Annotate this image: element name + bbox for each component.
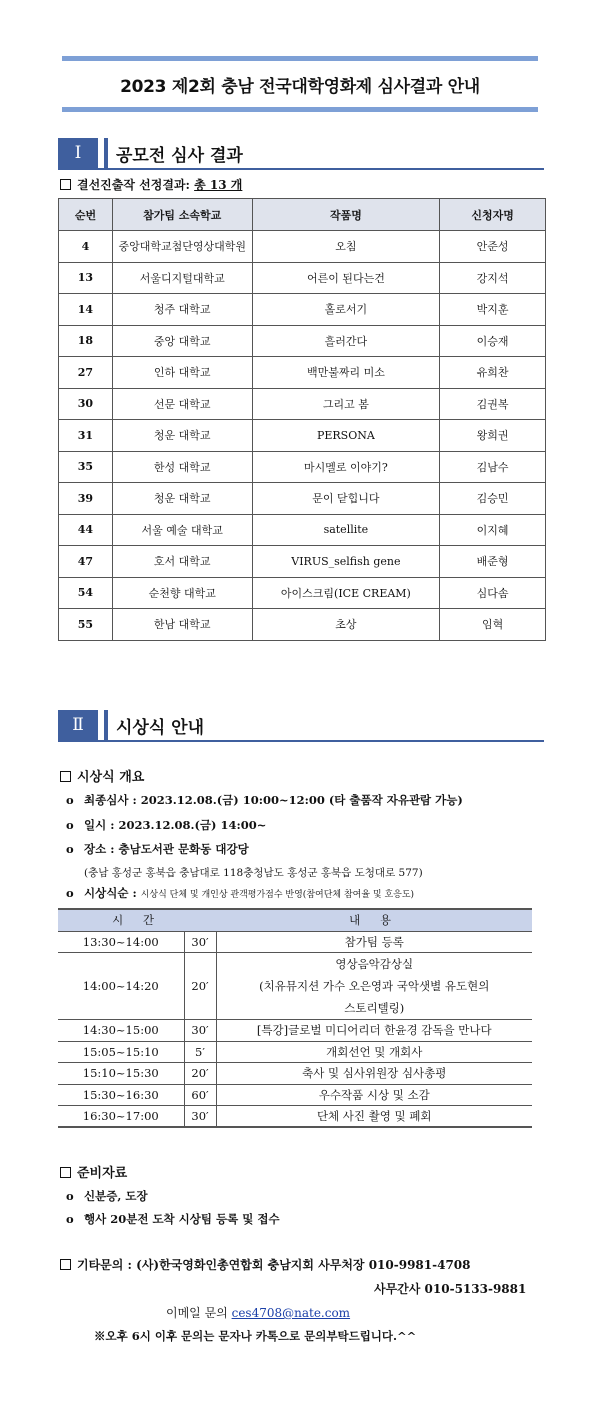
table-row (59, 451, 546, 483)
cell-school: 인하 대학교 (112, 357, 252, 389)
col-header-content: 내 용 (216, 909, 532, 931)
section1-header (58, 136, 544, 170)
section1-number: Ⅰ (58, 138, 98, 168)
cell-no: 47 (59, 546, 113, 578)
schedule-content (216, 953, 532, 1020)
checkbox-icon (60, 179, 71, 190)
cell-title: 오침 (252, 231, 440, 263)
title-bottom-bar (62, 107, 538, 112)
cell-school: 호서 대학교 (112, 546, 252, 578)
schedule-duration: 60′ (184, 1084, 216, 1106)
schedule-content-line: [특강]글로벌 미디어리더 한윤경 감독을 만나다 (256, 1023, 492, 1038)
col-header-no: 순번 (59, 199, 113, 231)
cell-title: 홀로서기 (252, 294, 440, 326)
cell-title: 그리고 봄 (252, 388, 440, 420)
cell-school: 중앙대학교첨단영상대학원 (112, 231, 252, 263)
cell-school: 서울 예술 대학교 (112, 514, 252, 546)
schedule-content-line: (치유뮤지션 가수 오은영과 국악샛별 유도현의 (259, 979, 490, 993)
schedule-time: 16:30~17:00 (58, 1106, 184, 1128)
cell-applicant: 임혁 (440, 609, 546, 641)
section1-rule (58, 168, 544, 170)
ceremony-order-item: o 시상식순 : 시상식 단체 및 개인상 관객평가점수 반영(참여단체 참여율 및 호응도) (66, 886, 415, 900)
schedule-time: 13:30~14:00 (58, 931, 184, 953)
cell-title: VIRUS_selfish gene (252, 546, 440, 578)
checkbox-icon (60, 1259, 71, 1270)
col-header-title: 작품명 (252, 199, 440, 231)
cell-title: 아이스크림(ICE CREAM) (252, 577, 440, 609)
schedule-content-line: 스토리텔링) (344, 1001, 405, 1015)
cell-school: 한성 대학교 (112, 451, 252, 483)
schedule-content-line: 우수작품 시상 및 소감 (318, 1087, 430, 1102)
section1-title: 공모전 심사 결과 (116, 145, 243, 166)
cell-applicant: 왕희권 (440, 420, 546, 452)
results-header-row (59, 199, 546, 231)
prep-item: o 신분증, 도장 (66, 1189, 148, 1203)
schedule-row (58, 931, 532, 953)
cell-applicant: 이지혜 (440, 514, 546, 546)
table-row (59, 483, 546, 515)
cell-title: 마시멜로 이야기? (252, 451, 440, 483)
table-row (59, 294, 546, 326)
contact-secretary: 사무간사 010-5133-9881 (374, 1282, 527, 1296)
schedule-content-line: 단체 사진 촬영 및 폐회 (316, 1109, 432, 1123)
final-review-item: o 최종심사 : 2023.12.08.(금) 10:00~12:00 (타 출품작 자유관람 가능) (66, 793, 463, 807)
schedule-table (58, 908, 532, 1128)
schedule-content-line: 축사 및 심사위원장 심사총평 (302, 1066, 447, 1081)
cell-title: 초상 (252, 609, 440, 641)
cell-school: 청운 대학교 (112, 420, 252, 452)
cell-applicant: 이승재 (440, 325, 546, 357)
schedule-content (216, 931, 532, 953)
cell-applicant: 박지훈 (440, 294, 546, 326)
checkbox-icon (60, 1167, 71, 1178)
schedule-time: 15:05~15:10 (58, 1041, 184, 1063)
cell-applicant: 안준성 (440, 231, 546, 263)
cell-applicant: 김남수 (440, 451, 546, 483)
schedule-row (58, 1041, 532, 1063)
prep-heading: 준비자료 (60, 1162, 127, 1181)
schedule-content (216, 1084, 532, 1106)
cell-applicant: 유희찬 (440, 357, 546, 389)
cell-school: 중앙 대학교 (112, 325, 252, 357)
cell-school: 선문 대학교 (112, 388, 252, 420)
cell-title: 어른이 된다는건 (252, 262, 440, 294)
checkbox-icon (60, 771, 71, 782)
table-row (59, 420, 546, 452)
table-row (59, 609, 546, 641)
cell-title: satellite (252, 514, 440, 546)
schedule-content-line: 참가팀 등록 (344, 934, 404, 949)
table-row (59, 262, 546, 294)
table-row (59, 577, 546, 609)
schedule-time: 14:00~14:20 (58, 953, 184, 1020)
schedule-row (58, 1020, 532, 1042)
schedule-header-row (58, 909, 532, 931)
cell-applicant: 심다솜 (440, 577, 546, 609)
cell-no: 13 (59, 262, 113, 294)
col-header-school: 참가팀 소속학교 (112, 199, 252, 231)
section2-rule (58, 740, 544, 742)
cell-no: 35 (59, 451, 113, 483)
email-line: 이메일 문의 ces4708@nate.com (166, 1306, 351, 1320)
schedule-duration: 30′ (184, 1106, 216, 1128)
cell-no: 55 (59, 609, 113, 641)
cell-title: 흘러간다 (252, 325, 440, 357)
schedule-row (58, 1063, 532, 1085)
col-header-time: 시 간 (58, 909, 216, 931)
schedule-content (216, 1106, 532, 1128)
cell-school: 청운 대학교 (112, 483, 252, 515)
schedule-duration: 20′ (184, 953, 216, 1020)
schedule-duration: 20′ (184, 1063, 216, 1085)
cell-no: 39 (59, 483, 113, 515)
cell-no: 31 (59, 420, 113, 452)
results-table (58, 198, 546, 641)
cell-applicant: 강지석 (440, 262, 546, 294)
section2-number: Ⅱ (58, 710, 98, 740)
cell-no: 44 (59, 514, 113, 546)
table-row (59, 514, 546, 546)
cell-no: 18 (59, 325, 113, 357)
document-title-box (62, 56, 538, 112)
cell-applicant: 김권복 (440, 388, 546, 420)
cell-school: 한남 대학교 (112, 609, 252, 641)
cell-school: 서울디지털대학교 (112, 262, 252, 294)
cell-school: 순천향 대학교 (112, 577, 252, 609)
schedule-content (216, 1041, 532, 1063)
cell-no: 54 (59, 577, 113, 609)
cell-no: 30 (59, 388, 113, 420)
schedule-content (216, 1020, 532, 1042)
cell-no: 14 (59, 294, 113, 326)
schedule-time: 15:30~16:30 (58, 1084, 184, 1106)
schedule-content (216, 1063, 532, 1085)
contact-line: 기타문의 : (사)한국영화인총연합회 충남지회 사무처장 010-9981-4708 (60, 1256, 471, 1273)
overview-heading: 시상식 개요 (60, 766, 144, 785)
schedule-row (58, 1084, 532, 1106)
table-row (59, 546, 546, 578)
cell-title: 백만불짜리 미소 (252, 357, 440, 389)
prep-item: o 행사 20분전 도착 시상팀 등록 및 접수 (66, 1212, 280, 1226)
summary-prefix: 결선진출작 선정결과: (77, 178, 195, 192)
schedule-duration: 5′ (184, 1041, 216, 1063)
schedule-row (58, 953, 532, 1020)
selection-summary (60, 176, 242, 193)
venue-item: o 장소 : 충남도서관 문화동 대강당 (66, 842, 249, 856)
col-header-applicant: 신청자명 (440, 199, 546, 231)
after-hours-notice: ※오후 6시 이후 문의는 문자나 카톡으로 문의부탁드립니다.^^ (94, 1329, 417, 1343)
cell-school: 청주 대학교 (112, 294, 252, 326)
cell-no: 27 (59, 357, 113, 389)
document-title: 2023 제2회 충남 전국대학영화제 심사결과 안내 (120, 76, 480, 97)
cell-applicant: 김승민 (440, 483, 546, 515)
schedule-time: 14:30~15:00 (58, 1020, 184, 1042)
table-row (59, 325, 546, 357)
schedule-time: 15:10~15:30 (58, 1063, 184, 1085)
schedule-row (58, 1106, 532, 1128)
date-item: o 일시 : 2023.12.08.(금) 14:00~ (66, 818, 267, 832)
summary-count: 총 13 개 (194, 178, 243, 192)
schedule-content-line: 영상음악감상실 (335, 957, 414, 971)
cell-applicant: 배준형 (440, 546, 546, 578)
table-row (59, 357, 546, 389)
schedule-duration: 30′ (184, 931, 216, 953)
section2-title: 시상식 안내 (116, 717, 205, 738)
venue-address: (충남 홍성군 홍북읍 충남대로 118충청남도 홍성군 홍북읍 도청대로 577) (84, 867, 423, 879)
table-row (59, 231, 546, 263)
schedule-duration: 30′ (184, 1020, 216, 1042)
cell-title: 문이 닫힙니다 (252, 483, 440, 515)
cell-title: PERSONA (252, 420, 440, 452)
cell-no: 4 (59, 231, 113, 263)
section2-header (58, 708, 544, 742)
table-row (59, 388, 546, 420)
schedule-content-line: 개회선언 및 개회사 (326, 1044, 423, 1059)
email-link[interactable]: ces4708@nate.com (231, 1306, 351, 1320)
